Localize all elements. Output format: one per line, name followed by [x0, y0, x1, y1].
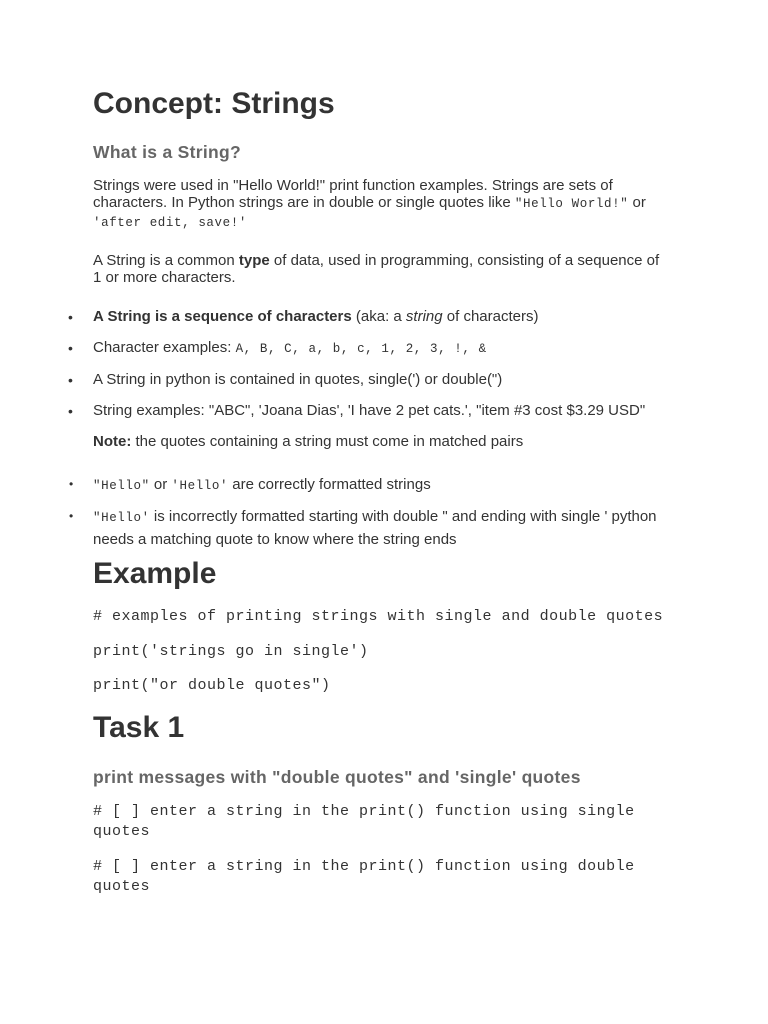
task1-subheading: print messages with "double quotes" and 'single' quotes [93, 767, 581, 787]
intro-paragraph [93, 177, 668, 232]
intro-code-after-edit: 'after edit, save!' [93, 216, 247, 230]
quotes-text: A String in python is contained in quotes, single(') or double(") [93, 371, 503, 388]
string-examples-text: String examples: "ABC", 'Joana Dias', 'I have 2 pet cats.', "item #3 cost $3.29 USD" [93, 402, 646, 419]
sequence-text-2: of characters) [442, 308, 539, 325]
string-facts-list [68, 308, 668, 550]
task1-code-line-double: # [ ] enter a string in the print() function using double quotes [93, 858, 635, 895]
page-title: Concept: Strings [93, 87, 335, 120]
correct-code-double: "Hello" [93, 479, 150, 493]
quote-pairs-list [54, 474, 668, 550]
list-item-quotes [68, 371, 668, 389]
incorrect-code: "Hello' [93, 511, 150, 525]
bullet-dot: • [69, 509, 74, 523]
bullet-dot: • [68, 372, 73, 388]
sequence-bold: A String is a sequence of characters [93, 308, 352, 325]
type-paragraph [93, 252, 668, 286]
incorrect-text: is incorrectly formatted starting with double " and ending with single ' python needs a matching quote to know where the string ends [93, 508, 657, 548]
document-page [68, 86, 668, 897]
task1-code-line-single: # [ ] enter a string in the print() function using single quotes [93, 803, 635, 840]
character-examples-text: Character examples: [93, 339, 236, 356]
list-item-incorrect-format [54, 506, 668, 550]
type-text-2: of data, used in programming, consisting of a sequence of 1 or more characters. [93, 252, 660, 286]
sequence-italic: string [405, 308, 443, 325]
list-item-sequence [68, 308, 668, 326]
section-heading-what-is-string: What is a String? [93, 142, 242, 162]
list-item-correct-format [54, 474, 668, 497]
note-text: the quotes containing a string must come in matched pairs [131, 433, 524, 450]
bullet-dot: • [68, 403, 73, 419]
task1-heading: Task 1 [93, 711, 185, 744]
intro-text-2: or [628, 194, 646, 211]
correct-text-2: are correctly formatted strings [228, 476, 431, 493]
bullet-dot: • [68, 340, 73, 356]
list-item-character-examples [68, 339, 668, 358]
bullet-dot: • [69, 477, 74, 491]
sequence-text-1: (aka: a [351, 308, 406, 325]
note-paragraph [93, 433, 668, 451]
note-label: Note: [93, 433, 132, 450]
intro-code-hello-world: "Hello World!" [514, 197, 629, 211]
correct-code-single: 'Hello' [171, 479, 229, 493]
correct-text-1: or [149, 476, 172, 493]
character-examples-code: A, B, C, a, b, c, 1, 2, 3, !, & [235, 342, 487, 356]
bullet-dot: • [68, 309, 73, 325]
example-code-line-single: print('strings go in single') [93, 643, 369, 660]
example-code-line-comment: # examples of printing strings with single and double quotes [93, 608, 664, 625]
type-text-1: A String is a common [93, 252, 239, 269]
example-code-line-double: print("or double quotes") [93, 677, 331, 694]
list-item-string-examples [68, 402, 668, 550]
intro-text-1: Strings were used in "Hello World!" print function examples. Strings are sets of characters. In Python strings are in double or single quotes like [93, 177, 613, 211]
type-bold: type [238, 252, 270, 269]
example-heading: Example [93, 557, 217, 590]
